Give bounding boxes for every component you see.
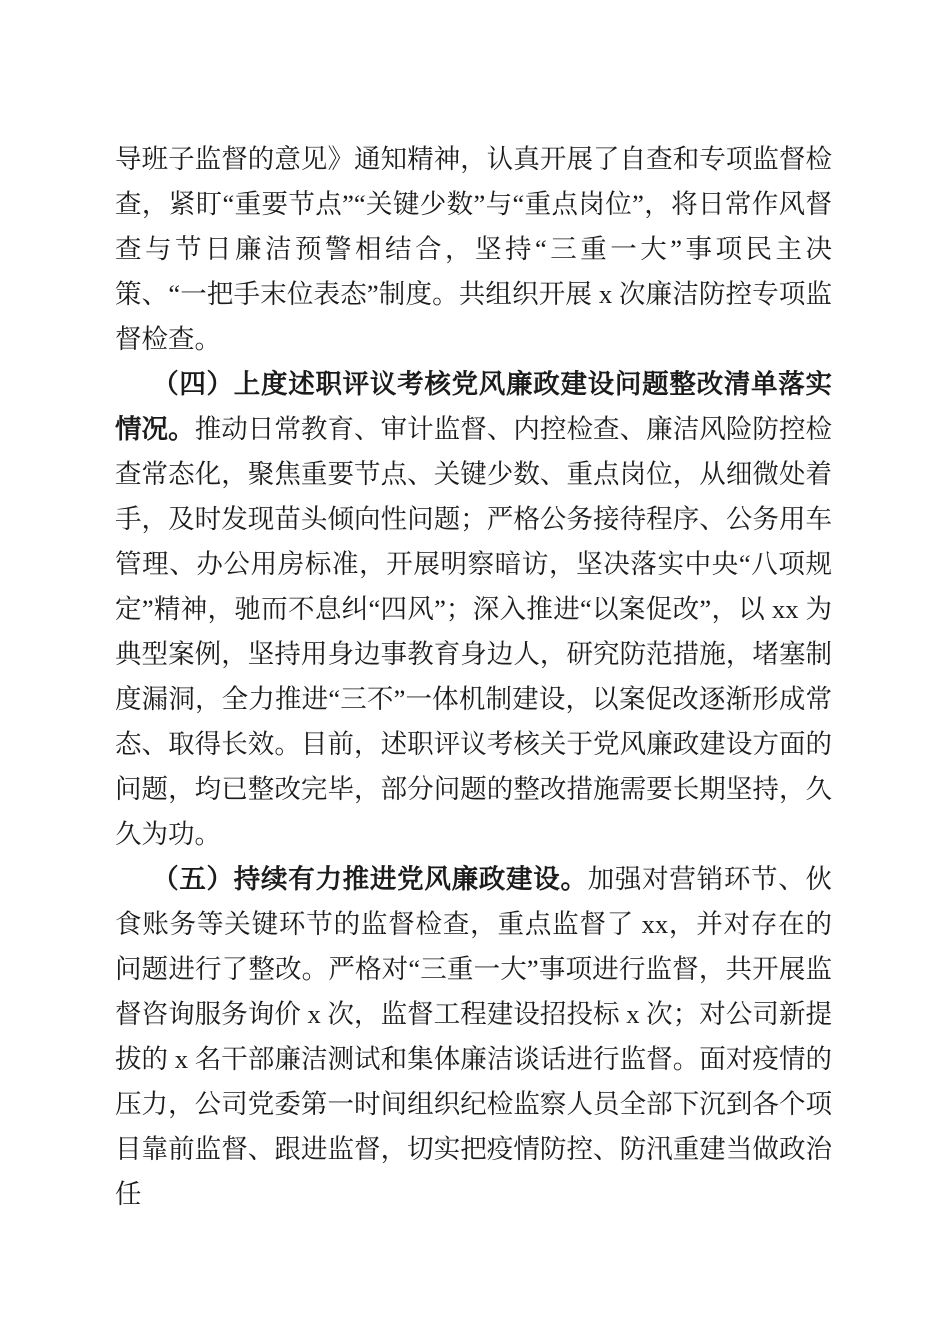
paragraph-lead: （四）上度述职评议考核党风廉政建设问题整改清单落实情况。	[115, 369, 832, 444]
paragraph	[115, 362, 832, 857]
paragraph-body: 导班子监督的意见》通知精神，认真开展了自查和专项监督检查，紧盯“重要节点”“关键少数”与“重点岗位”，将日常作风督查与节日廉洁预警相结合，坚持“三重一大”事项民主决策、“一把手末位表态”制度。共组织开展 x 次廉洁防控专项监督检查。	[115, 144, 832, 354]
paragraph-body: 加强对营销环节、伙食账务等关键环节的监督检查，重点监督了 xx，并对存在的问题进行了整改。严格对“三重一大”事项进行监督，共开展监督咨询服务询价 x 次，监督工程建设招投标 x 次；对公司新提拔的 x 名干部廉洁测试和集体廉洁谈话进行监督。面对疫情的压力，公司党委第一时间组织纪检监察人员全部下沉到各个项目靠前监督、跟进监督，切实把疫情防控、防汛重建当做政治任	[115, 864, 833, 1209]
paragraph	[115, 137, 832, 362]
paragraph	[115, 857, 832, 1217]
paragraph-body: 推动日常教育、审计监督、内控检查、廉洁风险防控检查常态化，聚焦重要节点、关键少数、重点岗位，从细微处着手，及时发现苗头倾向性问题；严格公务接待程序、公务用车管理、办公用房标准，开展明察暗访，坚决落实中央“八项规定”精神，驰而不息纠“四风”；深入推进“以案促改”，以 xx 为典型案例，坚持用身边事教育身边人，研究防范措施，堵塞制度漏洞，全力推进“三不”一体机制建设，以案促改逐渐形成常态、取得长效。目前，述职评议考核关于党风廉政建设方面的问题，均已整改完毕，部分问题的整改措施需要长期坚持，久久为功。	[115, 414, 833, 849]
paragraph-lead: （五）持续有力推进党风廉政建设。	[152, 864, 588, 894]
